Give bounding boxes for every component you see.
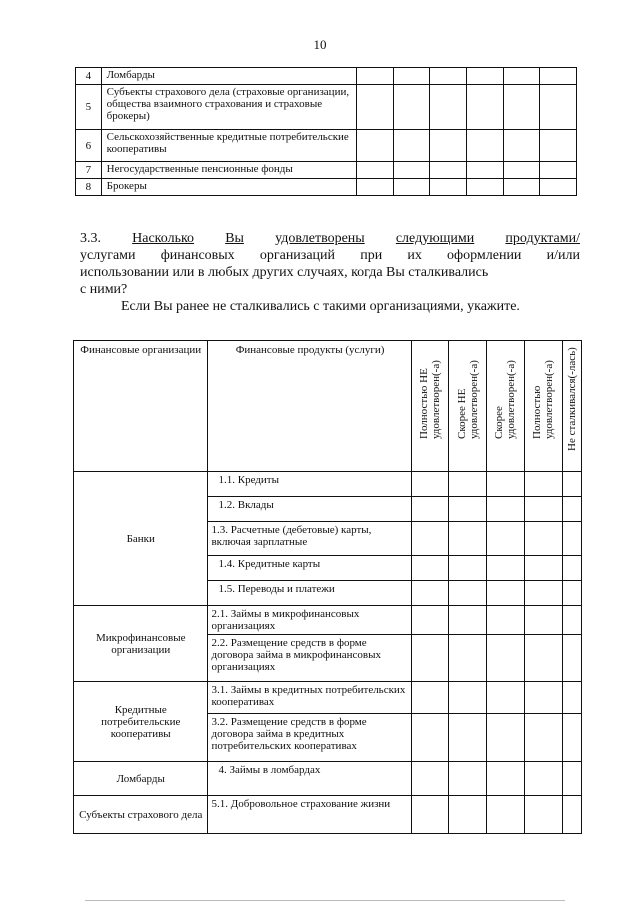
question-instruction: Если Вы ранее не сталкивались с такими организациями, укажите. [121, 299, 520, 314]
header-rating-3 [487, 341, 525, 472]
table-row [74, 796, 582, 834]
organization-name: Негосударственные пенсионные фонды [101, 162, 356, 179]
rating-cell[interactable] [411, 497, 449, 522]
page-edge-line [85, 900, 565, 901]
rating-cell[interactable] [449, 796, 487, 834]
rating-label: Полностью удовлетворен(-а) [531, 360, 556, 439]
rating-cell[interactable] [562, 714, 581, 762]
header-rating-1 [411, 341, 449, 472]
rating-cell[interactable] [562, 497, 581, 522]
rating-cell[interactable] [449, 606, 487, 635]
rating-cell[interactable] [487, 762, 525, 796]
answer-cell[interactable] [540, 130, 577, 162]
answer-cell[interactable] [356, 85, 393, 130]
rating-cell[interactable] [411, 472, 449, 497]
rating-cell[interactable] [411, 522, 449, 556]
rating-cell[interactable] [411, 682, 449, 714]
question-word: услугами [80, 248, 136, 263]
table-row [74, 682, 582, 714]
rating-cell[interactable] [487, 556, 525, 581]
answer-cell[interactable] [356, 130, 393, 162]
answer-cell[interactable] [393, 162, 430, 179]
answer-cell[interactable] [466, 85, 503, 130]
answer-cell[interactable] [430, 68, 467, 85]
answer-cell[interactable] [540, 85, 577, 130]
rating-cell[interactable] [411, 796, 449, 834]
answer-cell[interactable] [393, 130, 430, 162]
product-label: 2.2. Размещение средств в форме договора займа в микрофинансовых организациях [208, 635, 411, 682]
question-word: и/или [546, 248, 580, 263]
rating-cell[interactable] [562, 635, 581, 682]
rating-cell[interactable] [449, 497, 487, 522]
answer-cell[interactable] [356, 162, 393, 179]
rating-label: Скорее НЕ удовлетворен(-а) [455, 360, 480, 439]
rating-cell[interactable] [411, 762, 449, 796]
organization-name: Брокеры [101, 179, 356, 196]
table-row [76, 179, 577, 196]
organization-name: Субъекты страхового дела (страховые организации, общества взаимного страхования и страховые брокеры) [101, 85, 356, 130]
organization-name: Сельскохозяйственные кредитные потребительские кооперативы [101, 130, 356, 162]
rating-cell[interactable] [487, 635, 525, 682]
rating-cell[interactable] [524, 635, 562, 682]
rating-cell[interactable] [449, 762, 487, 796]
rating-cell[interactable] [449, 556, 487, 581]
question-word: их [407, 248, 422, 263]
product-label: 5.1. Добровольное страхование жизни [208, 796, 411, 834]
rating-cell[interactable] [562, 472, 581, 497]
rating-cell[interactable] [449, 472, 487, 497]
rating-cell[interactable] [524, 556, 562, 581]
rating-cell[interactable] [524, 714, 562, 762]
question-word: удовлетворены [275, 231, 365, 246]
answer-cell[interactable] [540, 162, 577, 179]
rating-cell[interactable] [449, 522, 487, 556]
rating-label: Не сталкивался(-лась) [565, 347, 578, 451]
row-number: 8 [76, 179, 102, 196]
rating-cell[interactable] [524, 581, 562, 606]
rating-cell[interactable] [487, 472, 525, 497]
answer-cell[interactable] [393, 85, 430, 130]
question-word: следующими [395, 231, 475, 246]
rating-cell[interactable] [487, 522, 525, 556]
product-label: 4. Займы в ломбардах [208, 762, 411, 796]
answer-cell[interactable] [430, 130, 467, 162]
answer-cell[interactable] [540, 179, 577, 196]
question-word: организаций [259, 248, 336, 263]
product-label: 1.1. Кредиты [208, 472, 411, 497]
answer-cell[interactable] [503, 85, 540, 130]
header-rating-2 [449, 341, 487, 472]
rating-cell[interactable] [411, 606, 449, 635]
answer-cell[interactable] [503, 68, 540, 85]
answer-cell[interactable] [503, 179, 540, 196]
rating-cell[interactable] [562, 682, 581, 714]
header-row [74, 341, 582, 472]
table-row [74, 762, 582, 796]
question-line-2 [80, 248, 580, 264]
answer-cell[interactable] [503, 162, 540, 179]
rating-cell[interactable] [487, 497, 525, 522]
question-word: продуктами/ [505, 231, 580, 246]
answer-cell[interactable] [430, 179, 467, 196]
question-word: при [360, 248, 383, 263]
rating-cell[interactable] [411, 581, 449, 606]
rating-cell[interactable] [562, 556, 581, 581]
rating-cell[interactable] [524, 522, 562, 556]
answer-cell[interactable] [393, 179, 430, 196]
answer-cell[interactable] [356, 179, 393, 196]
rating-cell[interactable] [449, 581, 487, 606]
rating-cell[interactable] [487, 796, 525, 834]
answer-cell[interactable] [540, 68, 577, 85]
organization-name: Ломбарды [101, 68, 356, 85]
rating-cell[interactable] [562, 762, 581, 796]
rating-cell[interactable] [411, 635, 449, 682]
org-banks: Банки [74, 472, 208, 606]
rating-cell[interactable] [411, 714, 449, 762]
rating-cell[interactable] [562, 606, 581, 635]
product-label: 3.2. Размещение средств в форме договора займа в кредитных потребительских кооперативах [208, 714, 411, 762]
product-label: 1.4. Кредитные карты [208, 556, 411, 581]
table-row [76, 130, 577, 162]
table-row [76, 68, 577, 85]
row-number: 6 [76, 130, 102, 162]
question-word: оформлении [447, 248, 522, 263]
answer-cell[interactable] [430, 85, 467, 130]
rating-cell[interactable] [524, 497, 562, 522]
question-word: Насколько [132, 231, 195, 246]
rating-cell[interactable] [487, 714, 525, 762]
rating-cell[interactable] [487, 581, 525, 606]
rating-cell[interactable] [562, 581, 581, 606]
product-label: 1.2. Вклады [208, 497, 411, 522]
answer-cell[interactable] [466, 162, 503, 179]
rating-cell[interactable] [562, 522, 581, 556]
product-label: 2.1. Займы в микрофинансовых организациях [208, 606, 411, 635]
header-rating-5 [562, 341, 581, 472]
rating-label: Полностью НЕ удовлетворен(-а) [418, 360, 443, 439]
organizations-table [75, 67, 577, 196]
rating-cell[interactable] [524, 606, 562, 635]
table-row [76, 85, 577, 130]
table-row [74, 472, 582, 497]
question-number: 3.3. [80, 231, 101, 246]
page-number: 10 [313, 37, 327, 52]
org-kpk: Кредитные потребительские кооперативы [74, 682, 208, 762]
header-product: Финансовые продукты (услуги) [208, 341, 411, 472]
rating-label: Скорее удовлетворен(-а) [493, 360, 518, 439]
question-line-1 [80, 231, 580, 247]
rating-cell[interactable] [449, 714, 487, 762]
table-row [74, 606, 582, 635]
answer-cell[interactable] [466, 130, 503, 162]
question-line-4: с ними? [80, 282, 128, 297]
org-pawnshops: Ломбарды [74, 762, 208, 796]
row-number: 4 [76, 68, 102, 85]
header-rating-4 [524, 341, 562, 472]
question-word: Вы [225, 231, 244, 246]
header-org: Финансовые организации [74, 341, 208, 472]
row-number: 7 [76, 162, 102, 179]
org-mfo: Микрофинансовые организации [74, 606, 208, 682]
table-row [76, 162, 577, 179]
row-number: 5 [76, 85, 102, 130]
rating-cell[interactable] [562, 796, 581, 834]
rating-cell[interactable] [524, 472, 562, 497]
rating-cell[interactable] [449, 635, 487, 682]
question-line-3: использовании или в любых других случаях, когда Вы сталкивались [80, 265, 489, 280]
question-word: финансовых [160, 248, 235, 263]
answer-cell[interactable] [466, 179, 503, 196]
rating-cell[interactable] [487, 606, 525, 635]
product-label: 3.1. Займы в кредитных потребительских кооперативах [208, 682, 411, 714]
org-insurance: Субъекты страхового дела [74, 796, 208, 834]
rating-cell[interactable] [449, 682, 487, 714]
rating-cell[interactable] [524, 796, 562, 834]
answer-cell[interactable] [503, 130, 540, 162]
rating-cell[interactable] [524, 762, 562, 796]
answer-cell[interactable] [466, 68, 503, 85]
rating-cell[interactable] [524, 682, 562, 714]
product-label: 1.3. Расчетные (дебетовые) карты, включая зарплатные [208, 522, 411, 556]
answer-cell[interactable] [393, 68, 430, 85]
rating-cell[interactable] [487, 682, 525, 714]
answer-cell[interactable] [356, 68, 393, 85]
answer-cell[interactable] [430, 162, 467, 179]
satisfaction-table [73, 340, 582, 834]
rating-cell[interactable] [411, 556, 449, 581]
product-label: 1.5. Переводы и платежи [208, 581, 411, 606]
